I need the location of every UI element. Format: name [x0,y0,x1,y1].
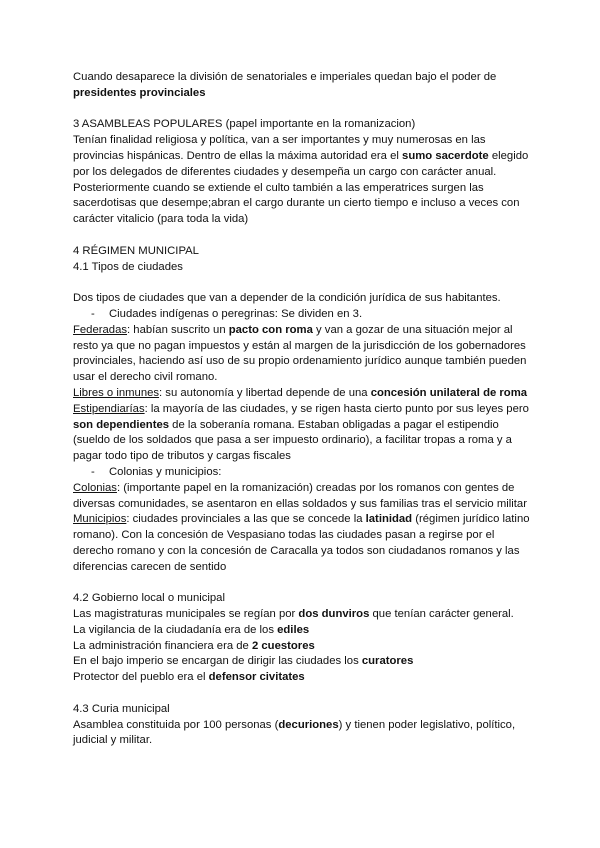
paragraph-line: La administración financiera era de 2 cuestores [73,639,315,652]
paragraph-line: Posteriormente cuando se extiende el culto también a las emperatrices surgen las [73,181,484,194]
underlined-term: Municipios [73,513,127,526]
bold-text: ediles [277,623,310,636]
paragraph-line [73,86,533,102]
bold-text: concesión unilateral de roma [370,386,528,399]
paragraph-line: romano). Con la concesión de Vespasiano todas las ciudades pasan a regirse por el [73,529,495,542]
paragraph-line: Libres o inmunes: su autonomía y libertad depende de una concesión unilateral de roma [73,386,528,399]
paragraph-line: sacerdotisas que desempe;abran el cargo durante un cierto tiempo e incluso a veces con [73,197,520,210]
paragraph-line: En el bajo imperio se encargan de dirigir las ciudades los curatores [73,655,414,668]
paragraph-line: Protector del pueblo era el defensor civitates [73,671,305,684]
paragraph-line: por los delegados de diferentes ciudades y desempeña un cargo con carácter anual. [73,165,497,178]
paragraph-line: diferencias carecen de sentido [73,560,227,573]
paragraph-line: Dos tipos de ciudades que van a depender de la condición jurídica de sus habitantes. [73,292,501,305]
underlined-term: Libres o inmunes [73,386,160,399]
paragraph-line: Federadas: habían suscrito un pacto con roma y van a gozar de una situación mejor al [73,323,513,336]
bold-text: dos dunviros [298,608,370,621]
section-heading: 3 ASAMBLEAS POPULARES (papel importante en la romanizacion) [73,118,416,131]
paragraph-line: Asamblea constituida por 100 personas (decuriones) y tienen poder legislativo, político, [73,718,516,731]
text: Cuando desaparece la división de senatoriales e imperiales quedan bajo el poder de [73,71,497,83]
bold-text: decuriones [278,718,339,731]
bold-text: 2 cuestores [251,639,315,652]
paragraph-line: derecho romano y con la concesión de Caracalla ya todos son ciudadanos romanos y las [73,544,520,557]
bold-text: sumo sacerdote [402,149,489,162]
paragraph-line: diversas comunidades, se asentaron en ellas soldados y sus familias tras el servicio militar [73,497,527,510]
bold-text: son dependientes [73,418,170,431]
paragraph-line: judicial y militar. [73,734,153,747]
underlined-term: Colonias [73,481,117,494]
paragraph-line: carácter vitalicio (para toda la vida) [73,213,249,226]
bold-text: presidentes provinciales [73,86,206,99]
bold-text: defensor civitates [208,671,305,684]
paragraph-line [73,70,533,86]
list-item: - Colonias y municipios: [73,465,533,481]
paragraph-line: usar el derecho civil romano. [73,371,218,384]
section-heading: 4 RÉGIMEN MUNICIPAL [73,244,199,257]
subsection-heading: 4.2 Gobierno local o municipal [73,592,225,605]
paragraph-line: provincias hispánicas. Dentro de ellas la máxima autoridad era el sumo sacerdote elegido [73,149,529,162]
paragraph-line: Las magistraturas municipales se regían por dos dunviros que tenían carácter general. [73,608,514,621]
paragraph-line: Estipendiarías: la mayoría de las ciudades, y se rigen hasta cierto punto por sus leyes pero [73,402,529,415]
underlined-term: Federadas [73,323,128,336]
underlined-term: Estipendiarías [73,402,145,415]
subsection-heading: 4.1 Tipos de ciudades [73,260,183,273]
paragraph-line: (sueldo de los soldados que pasa a ser impuesto ordinario), a facilitar tropas a roma y a [73,434,512,447]
document-page [73,70,533,749]
subsection-heading: 4.3 Curia municipal [73,702,170,715]
bullet-dash: - [91,465,95,478]
bold-text: pacto con roma [228,323,313,336]
paragraph-line: La vigilancia de la ciudadanía era de los ediles [73,623,310,636]
bold-text: curatores [361,655,414,668]
paragraph-line: provinciales, haciendo así uso de su propio ordenamiento jurídico aunque también pueden [73,355,527,368]
bullet-dash: - [91,307,95,320]
paragraph-line: Colonias: (importante papel en la romanización) creadas por los romanos con gentes de [73,481,515,494]
paragraph-line: Tenían finalidad religiosa y política, van a ser importantes y muy numerosas en las [73,134,486,147]
paragraph-line: son dependientes de la soberanía romana. Estaban obligadas a pagar el estipendio [73,418,499,431]
bold-text: latinidad [365,513,413,526]
paragraph-line: Municipios: ciudades provinciales a las que se concede la latinidad (régimen jurídico latino [73,513,530,526]
list-item: - Ciudades indígenas o peregrinas: Se dividen en 3. [73,307,533,323]
paragraph-line: resto ya que no pagan impuestos y están al margen de la jurisdicción de los gobernadores [73,339,526,352]
paragraph-line: pagar todo tipo de tributos y cargas fiscales [73,450,291,463]
